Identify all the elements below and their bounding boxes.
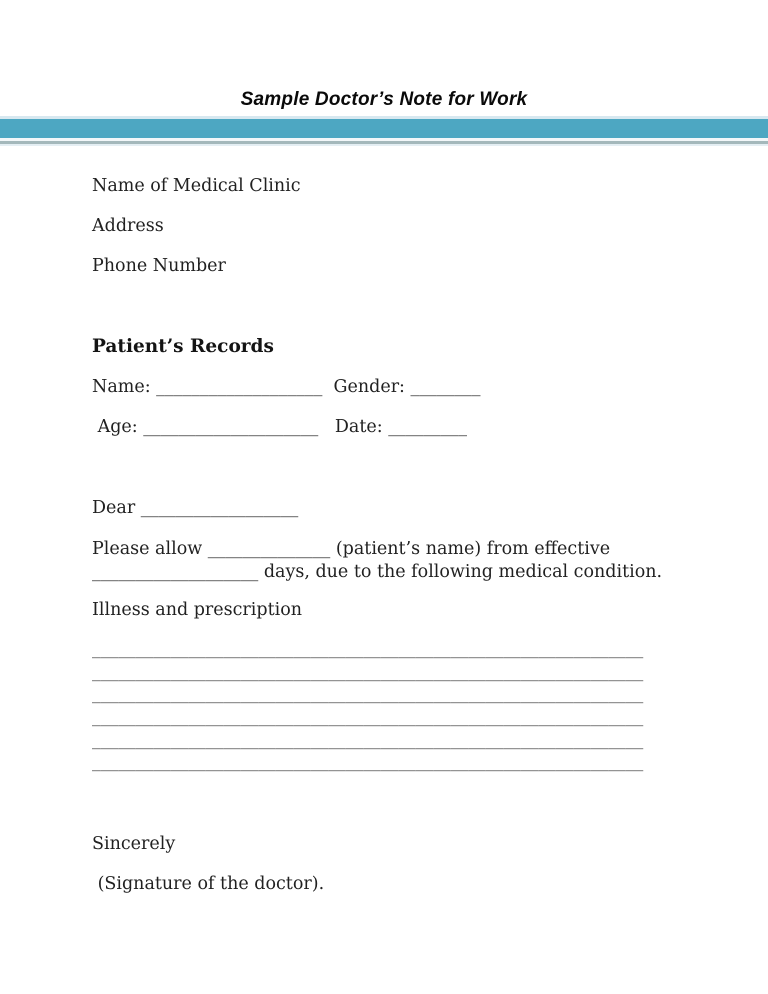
request-line-2: ___________________ days, due to the following medical condition. <box>92 562 663 582</box>
illness-prescription-label: Illness and prescription <box>92 600 303 620</box>
writing-line: _______________________________________________________________ <box>92 707 644 728</box>
sincerely-line: Sincerely <box>92 834 176 855</box>
clinic-phone-line: Phone Number <box>92 256 226 276</box>
writing-lines <box>92 638 665 774</box>
writing-line: _______________________________________________________________ <box>92 752 644 773</box>
clinic-address-line: Address <box>92 216 164 236</box>
header-divider-band <box>0 116 768 146</box>
document-title: Sample Doctor’s Note for Work <box>240 89 528 110</box>
request-line-1: Please allow ______________ (patient’s name) from effective <box>92 539 611 559</box>
signature-line: (Signature of the doctor). <box>92 874 325 895</box>
age-date-field-line: Age: ____________________ Date: _________ <box>92 417 467 437</box>
clinic-name-line: Name of Medical Clinic <box>92 176 301 196</box>
writing-line: _______________________________________________________________ <box>92 661 644 682</box>
divider-teal-bar <box>0 119 768 138</box>
salutation-line: Dear __________________ <box>92 498 299 518</box>
document-body <box>92 146 665 904</box>
request-paragraph <box>92 538 665 584</box>
writing-line: _______________________________________________________________ <box>92 729 644 750</box>
patient-records-heading: Patient’s Records <box>92 336 274 357</box>
name-gender-field-line: Name: ___________________ Gender: ________ <box>92 377 481 397</box>
writing-line: _______________________________________________________________ <box>92 639 644 659</box>
writing-line: _______________________________________________________________ <box>92 684 644 705</box>
